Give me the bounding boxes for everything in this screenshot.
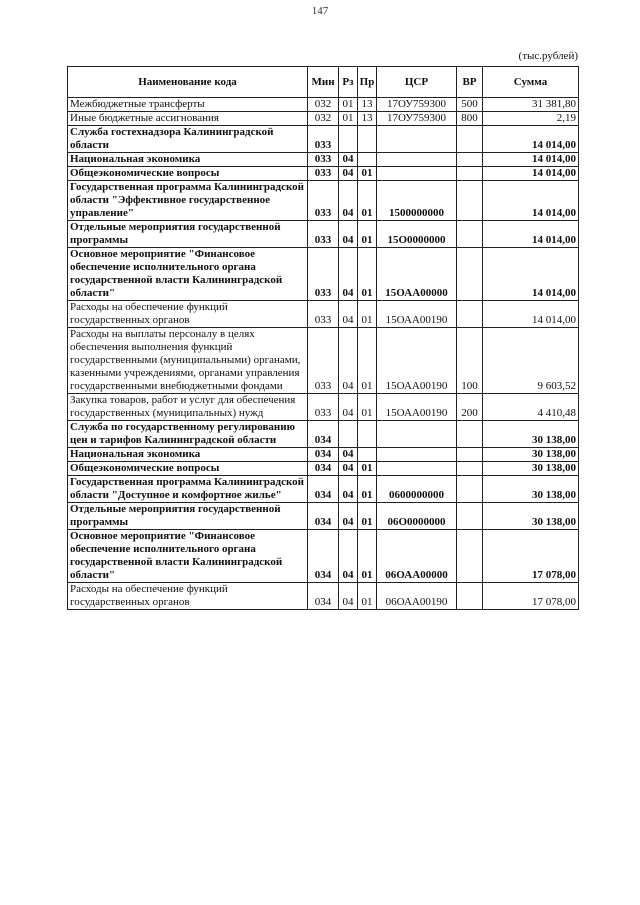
table-row [68,503,579,530]
table-row [68,421,579,448]
cell-csr: 15ОАА00190 [377,328,457,394]
cell-rz [339,421,358,448]
cell-rz: 04 [339,153,358,167]
cell-rz: 04 [339,167,358,181]
cell-min: 034 [308,462,339,476]
cell-sum: 14 014,00 [483,167,579,181]
table-row [68,112,579,126]
cell-csr: 15ОАА00000 [377,248,457,301]
cell-min: 033 [308,126,339,153]
cell-vr: 800 [457,112,483,126]
cell-rz [339,126,358,153]
cell-name: Государственная программа Калининградской области "Эффективное государственное управление" [68,181,308,221]
cell-csr [377,126,457,153]
cell-min: 033 [308,221,339,248]
cell-pr: 01 [358,476,377,503]
column-header: ЦСР [377,67,457,98]
cell-min: 034 [308,476,339,503]
column-header: Сумма [483,67,579,98]
cell-name: Общеэкономические вопросы [68,167,308,181]
cell-sum: 14 014,00 [483,248,579,301]
cell-name: Межбюджетные трансферты [68,98,308,112]
cell-csr: 06О0000000 [377,503,457,530]
cell-sum: 31 381,80 [483,98,579,112]
cell-csr [377,167,457,181]
page-number: 147 [311,5,329,17]
cell-pr: 01 [358,583,377,610]
cell-rz: 04 [339,503,358,530]
cell-min: 033 [308,153,339,167]
column-header: Наименование кода [68,67,308,98]
cell-rz: 04 [339,583,358,610]
cell-csr: 15ОАА00190 [377,301,457,328]
cell-csr [377,153,457,167]
cell-csr: 17ОУ759300 [377,112,457,126]
cell-pr: 01 [358,462,377,476]
cell-min: 033 [308,248,339,301]
cell-sum: 14 014,00 [483,153,579,167]
cell-csr: 1500000000 [377,181,457,221]
cell-sum: 30 138,00 [483,421,579,448]
cell-vr [457,126,483,153]
cell-vr [457,181,483,221]
cell-pr [358,153,377,167]
table-row [68,530,579,583]
cell-name: Расходы на обеспечение функций государственных органов [68,301,308,328]
cell-sum: 14 014,00 [483,181,579,221]
cell-sum: 14 014,00 [483,221,579,248]
column-header: Мин [308,67,339,98]
cell-min: 034 [308,503,339,530]
cell-sum: 14 014,00 [483,126,579,153]
table-row [68,98,579,112]
cell-rz: 04 [339,394,358,421]
column-header: ВР [457,67,483,98]
cell-pr: 01 [358,328,377,394]
cell-rz: 04 [339,530,358,583]
table-row [68,126,579,153]
table-body [68,98,579,610]
cell-pr [358,448,377,462]
cell-name: Национальная экономика [68,153,308,167]
table-row [68,583,579,610]
cell-vr [457,503,483,530]
column-header: Пр [358,67,377,98]
cell-sum: 17 078,00 [483,583,579,610]
table-row [68,221,579,248]
cell-min: 033 [308,301,339,328]
cell-sum: 14 014,00 [483,301,579,328]
cell-vr [457,462,483,476]
cell-vr [457,476,483,503]
cell-rz: 04 [339,476,358,503]
cell-vr [457,530,483,583]
units-note: (тыс.рублей) [518,50,578,62]
cell-csr: 0600000000 [377,476,457,503]
cell-vr [457,153,483,167]
cell-min: 034 [308,530,339,583]
cell-rz: 04 [339,328,358,394]
table-row [68,248,579,301]
cell-min: 033 [308,167,339,181]
cell-sum: 30 138,00 [483,448,579,462]
cell-csr: 17ОУ759300 [377,98,457,112]
cell-sum: 2,19 [483,112,579,126]
cell-name: Отдельные мероприятия государственной программы [68,503,308,530]
cell-sum: 17 078,00 [483,530,579,583]
cell-pr: 01 [358,181,377,221]
cell-name: Общеэкономические вопросы [68,462,308,476]
cell-vr [457,583,483,610]
cell-min: 033 [308,394,339,421]
cell-name: Служба по государственному регулированию цен и тарифов Калининградской области [68,421,308,448]
cell-vr [457,421,483,448]
cell-pr: 01 [358,221,377,248]
cell-pr: 13 [358,112,377,126]
cell-pr [358,126,377,153]
cell-name: Основное мероприятие "Финансовое обеспечение исполнительного органа государственной власти Калининградской области" [68,248,308,301]
cell-csr: 15ОАА00190 [377,394,457,421]
cell-name: Государственная программа Калининградской области "Доступное и комфортное жилье" [68,476,308,503]
budget-table [67,66,579,610]
cell-name: Закупка товаров, работ и услуг для обеспечения государственных (муниципальных) нужд [68,394,308,421]
cell-csr [377,462,457,476]
cell-pr [358,421,377,448]
cell-vr: 200 [457,394,483,421]
cell-pr: 01 [358,530,377,583]
cell-name: Иные бюджетные ассигнования [68,112,308,126]
table-row [68,181,579,221]
cell-pr: 01 [358,301,377,328]
table-row [68,476,579,503]
cell-sum: 30 138,00 [483,476,579,503]
cell-rz: 01 [339,98,358,112]
cell-sum: 30 138,00 [483,462,579,476]
cell-name: Отдельные мероприятия государственной программы [68,221,308,248]
cell-pr: 01 [358,394,377,421]
cell-name: Национальная экономика [68,448,308,462]
table-header-row [68,67,579,98]
cell-rz: 04 [339,248,358,301]
table-row [68,462,579,476]
cell-min: 034 [308,448,339,462]
cell-vr: 500 [457,98,483,112]
cell-rz: 04 [339,301,358,328]
cell-csr [377,421,457,448]
cell-vr [457,167,483,181]
table-row [68,394,579,421]
cell-min: 033 [308,181,339,221]
table-row [68,301,579,328]
table-row [68,153,579,167]
cell-csr: 06ОАА00000 [377,530,457,583]
table-row [68,167,579,181]
cell-sum: 30 138,00 [483,503,579,530]
cell-vr [457,221,483,248]
cell-sum: 9 603,52 [483,328,579,394]
cell-vr [457,301,483,328]
cell-csr: 06ОАА00190 [377,583,457,610]
cell-min: 034 [308,421,339,448]
table-row [68,328,579,394]
cell-rz: 04 [339,181,358,221]
cell-name: Служба гостехнадзора Калининградской области [68,126,308,153]
cell-min: 034 [308,583,339,610]
cell-name: Расходы на выплаты персоналу в целях обеспечения выполнения функций государственными (муниципальными) органами, казенными учреждениями, органами управления государственными внебюджетными фондами [68,328,308,394]
cell-rz: 04 [339,221,358,248]
cell-rz: 01 [339,112,358,126]
cell-min: 033 [308,328,339,394]
cell-csr [377,448,457,462]
cell-rz: 04 [339,448,358,462]
cell-vr [457,448,483,462]
cell-pr: 13 [358,98,377,112]
cell-name: Расходы на обеспечение функций государственных органов [68,583,308,610]
column-header: Рз [339,67,358,98]
cell-vr [457,248,483,301]
cell-min: 032 [308,98,339,112]
cell-min: 032 [308,112,339,126]
cell-pr: 01 [358,503,377,530]
cell-pr: 01 [358,248,377,301]
cell-csr: 15О0000000 [377,221,457,248]
cell-vr: 100 [457,328,483,394]
cell-name: Основное мероприятие "Финансовое обеспечение исполнительного органа государственной власти Калининградской области" [68,530,308,583]
table-row [68,448,579,462]
cell-sum: 4 410,48 [483,394,579,421]
cell-rz: 04 [339,462,358,476]
cell-pr: 01 [358,167,377,181]
